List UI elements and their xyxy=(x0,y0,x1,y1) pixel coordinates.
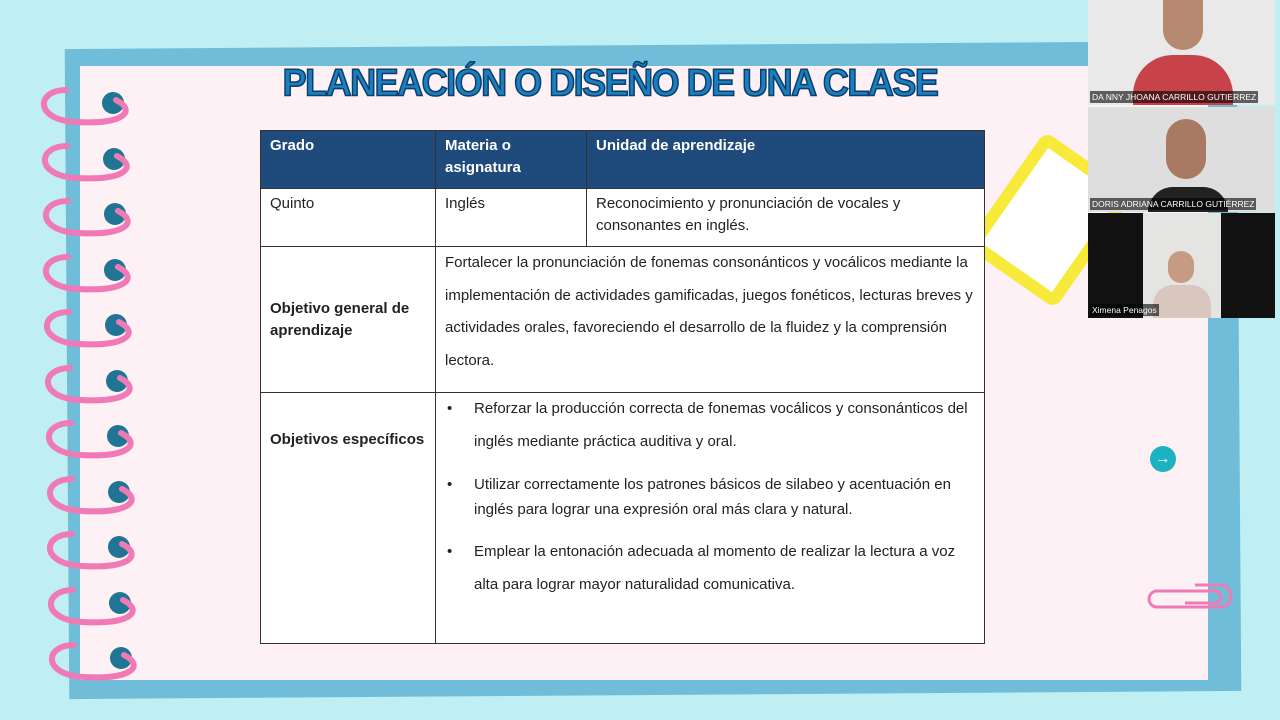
list-item: • Reforzar la producción correcta de fonemas vocálicos y consonánticos del inglés mediante práctica auditiva y oral. xyxy=(445,393,975,458)
objetivos-list xyxy=(445,393,975,601)
objetivo-general-text: Fortalecer la pronunciación de fonemas consonánticos y vocálicos mediante la implementación de actividades gamificadas, juegos fonéticos, lecturas breves y actividades orales, favoreciendo el desarrollo de la fluidez y la comprensión lectora. xyxy=(436,247,985,393)
arrow-right-icon: → xyxy=(1155,450,1171,467)
header-grado: Grado xyxy=(261,131,436,189)
cell-materia: Inglés xyxy=(436,189,587,247)
spiral-ring xyxy=(42,529,142,577)
objetivo-general-label: Objetivo general de aprendizaje xyxy=(261,247,436,393)
header-materia: Materia o asignatura xyxy=(436,131,587,189)
table-row xyxy=(261,189,985,247)
spiral-ring xyxy=(36,85,136,133)
participant-name: Ximena Penagos xyxy=(1092,305,1157,315)
video-tile-participant-2[interactable] xyxy=(1088,107,1275,212)
spiral-ring xyxy=(41,418,141,466)
video-tile-participant-1[interactable] xyxy=(1088,0,1275,105)
paperclip-icon xyxy=(1145,580,1235,616)
spiral-ring xyxy=(42,474,142,522)
next-slide-button[interactable] xyxy=(1150,446,1176,472)
participant-avatar xyxy=(1163,0,1203,50)
cell-unidad: Reconocimiento y pronunciación de vocales y consonantes en inglés. xyxy=(587,189,985,247)
table-row xyxy=(261,393,985,644)
spiral-ring xyxy=(43,585,143,633)
cell-grado: Quinto xyxy=(261,189,436,247)
spiral-ring xyxy=(38,196,138,244)
table-header-row xyxy=(261,131,985,189)
slide-title: PLANEACIÓN O DISEÑO DE UNA CLASE xyxy=(282,60,938,104)
header-unidad: Unidad de aprendizaje xyxy=(587,131,985,189)
list-item: • Emplear la entonación adecuada al momento de realizar la lectura a voz alta para lograr mayor naturalidad comunicativa. xyxy=(445,536,975,601)
spiral-ring xyxy=(37,141,137,189)
spiral-ring xyxy=(40,363,140,411)
spiral-ring xyxy=(38,252,138,300)
lesson-plan-table xyxy=(260,130,985,644)
participant-name: DA NNY JHOANA CARRILLO GUTIERREZ xyxy=(1092,92,1257,102)
video-tile-participant-3[interactable] xyxy=(1088,213,1275,318)
participant-avatar xyxy=(1166,119,1206,179)
objetivos-especificos-label: Objetivos específicos xyxy=(261,393,436,644)
participant-name: DORIS ADRIANA CARRILLO GUTIÉRREZ xyxy=(1092,199,1255,209)
participant-video xyxy=(1143,213,1221,318)
spiral-ring xyxy=(44,640,144,688)
table-row xyxy=(261,247,985,393)
list-item: • Utilizar correctamente los patrones básicos de silabeo y acentuación en inglés para lograr una expresión oral más clara y natural. xyxy=(445,472,975,522)
spiral-ring xyxy=(39,307,139,355)
